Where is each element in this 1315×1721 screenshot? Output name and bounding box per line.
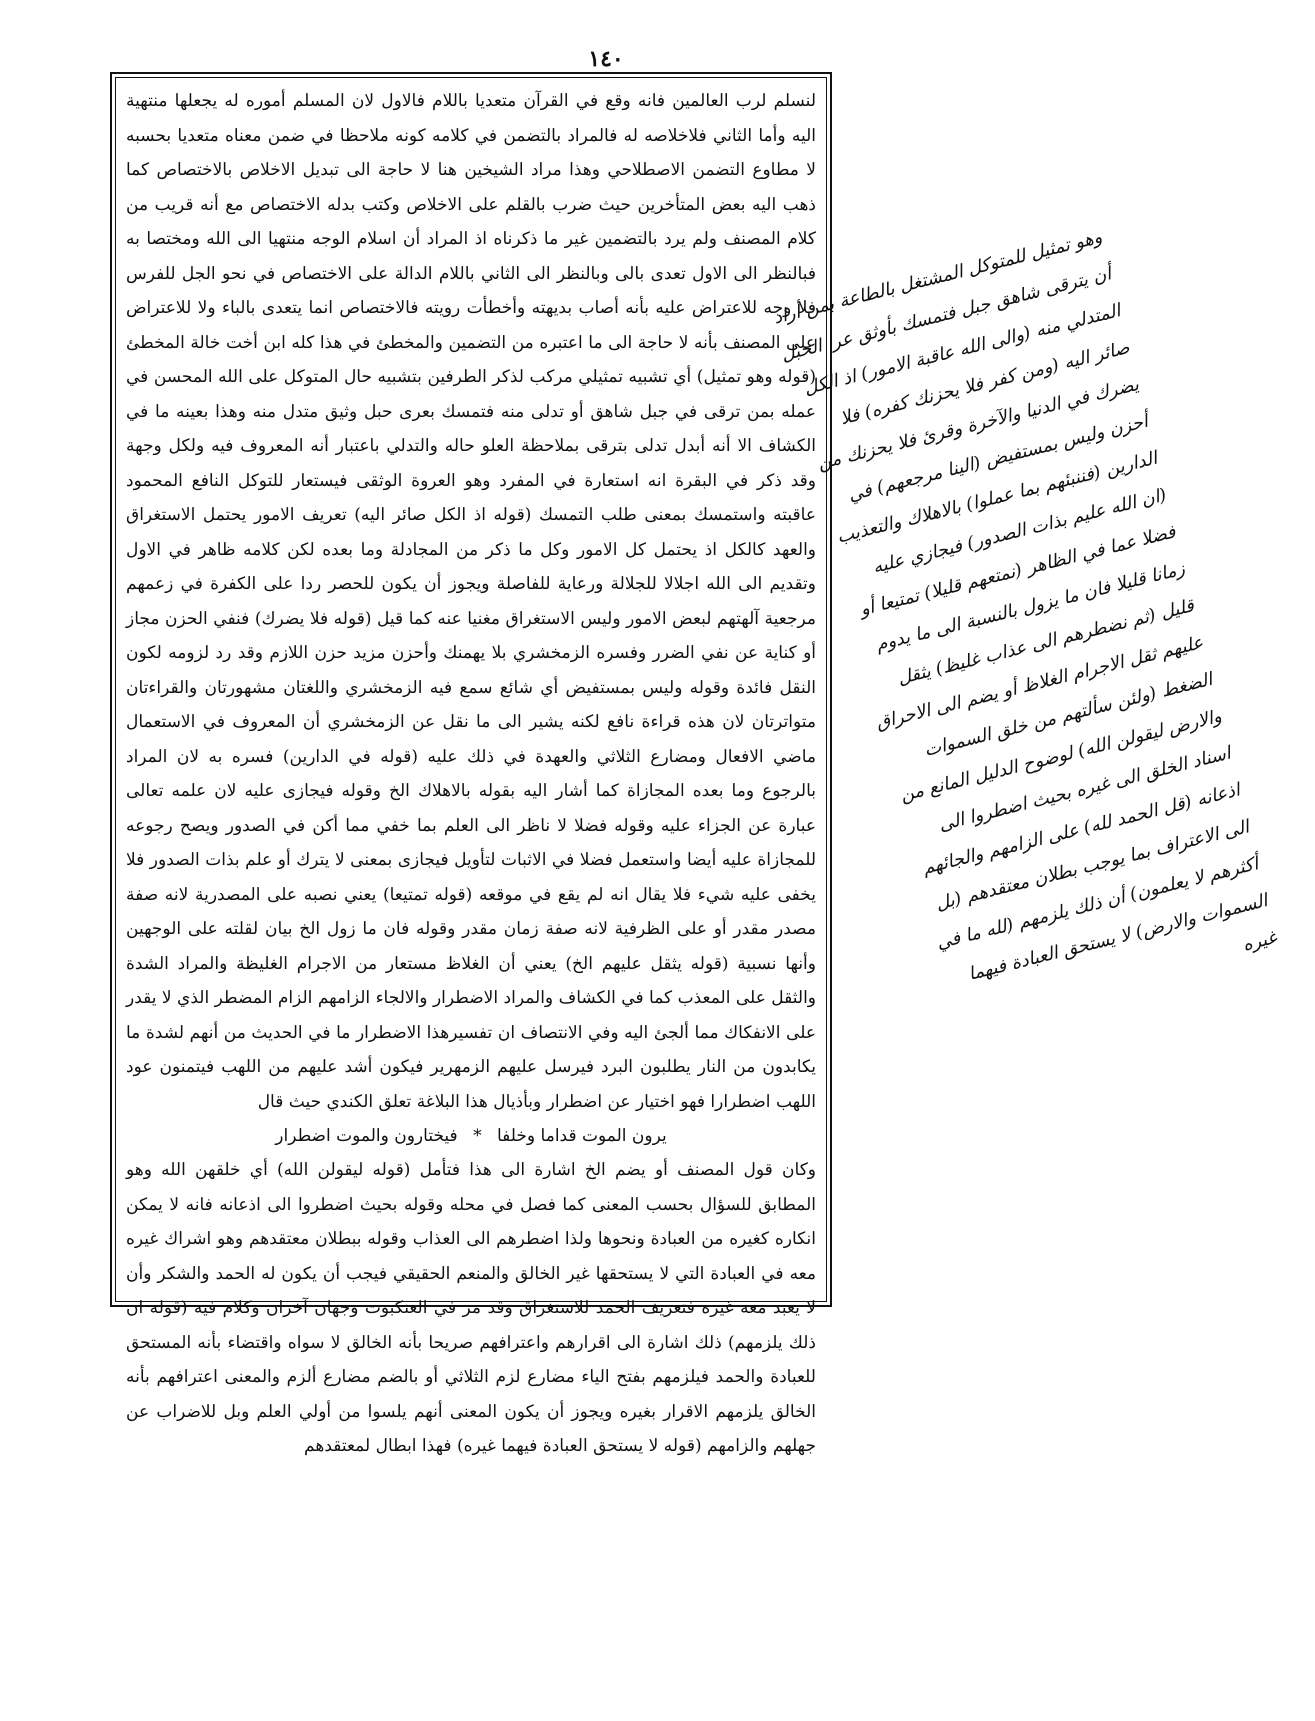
verse-hemistich-left: فيختارون والموت اضطرار: [275, 1126, 458, 1146]
main-paragraph-after-verse: وكان قول المصنف أو يضم الخ اشارة الى هذا فتأمل (قوله ليقولن الله) أي خلقهن الله وهو المطابق للسؤال بحسب المعنى كما فصل في محله وقوله بحيث اضطروا الى اذعانه فانه لا يمكن انكاره كغيره من العبادة ونحوها ولذا اضطرهم الى العذاب وقوله ببطلان معتقدهم وهو اشراك غيره معه في العبادة التي لا يستحقها غير الخالق والمنعم الحقيقي فيجب أن يكون له الحمد والشكر وأن لا يعبد معه غيره فتعريف الحمد للاستغراق وقد مر في العنكبوت وجهان آخران وكلام فيه (قوله ان ذلك يلزمهم) ذلك اشارة الى اقرارهم واعترافهم صريحا بأنه الخالق لا سواه واقتضاء بأنه المستحق للعبادة والحمد فيلزمهم بفتح الياء مضارع لزم الثلاثي أو بالضم مضارع ألزم والمعنى اعترافهم بأنه الخالق يلزمهم الاقرار بغيره ويجوز أن يكون المعنى أنهم يلسوا من أولي العلم وبل للاضراب عن جهلهم والزامهم (قوله لا يستحق العبادة فيهما غيره) فهذا ابطال لمعتقدهم: [126, 1160, 816, 1456]
poetry-verse: [126, 1119, 816, 1153]
page-number: ١٤٠: [588, 46, 624, 72]
handwritten-margin-note: وهو تمثيل للمتوكل المشتغل بالطاعة بمن أراد أن يترقى شاهق جبل فتمسك بأوثق عرا الحبل المتدلي منه (والى الله عاقبة الامور) اذ الكل صائر اليه (ومن كفر فلا يحزنك كفره) فلا يضرك في الدنيا والآخرة وقرئ فلا يحزنك من أحزن وليس بمستفيض (الينا مرجعهم) في الدارين (فننبئهم بما عملوا) بالاهلاك والتعذيب (ان الله عليم بذات الصدور) فيجازي عليه فضلا عما في الظاهر (نمتعهم قليلا) تمتيعا أو زمانا قليلا فان ما يزول بالنسبة الى ما يدوم قليل (ثم نضطرهم الى عذاب غليظ) يثقل عليهم ثقل الاجرام الغلاظ أو يضم الى الاحراق الضغط (ولئن سألتهم من خلق السموات والارض ليقولن الله) لوضوح الدليل المانع من اسناد الخلق الى غيره بحيث اضطروا الى اذعانه (قل الحمد لله) على الزامهم والجائهم الى الاعتراف بما يوجب بطلان معتقدهم (بل أكثرهم لا يعلمون) أن ذلك يلزمهم (لله ما في السموات والارض) لا يستحق العبادة فيهما غيره: [771, 226, 1279, 985]
main-text-frame: [110, 72, 832, 1456]
verse-separator: *: [473, 1126, 482, 1146]
main-text-frame-inner: [115, 77, 827, 1456]
main-paragraph: لنسلم لرب العالمين فانه وقع في القرآن متعديا باللام فالاول لان المسلم أموره له يجعلها منتهية اليه وأما الثاني فلاخلاصه له فالمراد بالتضمن في كلامه كونه ملاحظا في ضمن معناه متعديا بحسبه لا مطاوع التضمن الاصطلاحي وهذا مراد الشيخين هنا لا حاجة الى تبديل الاخلاص بالاختصاص كما ذهب اليه بعض المتأخرين حيث ضرب بالقلم على الاخلاص وكتب بدله الاختصاص مع أنه قريب من كلام المصنف ولم يرد بالتضمين غير ما ذكرناه اذ المراد أن اسلام الوجه منتهيا الى الله ومختصا به فبالنظر الى الاول تعدى بالى وبالنظر الى الثاني باللام الدالة على الاختصاص في نحو الجل للفرس فلا وجه للاعتراض عليه بأنه أصاب بديهته وأخطأت رويته فالاختصاص انما يتعدى بالباء ولا للاعتراض على المصنف بأنه لا حاجة الى ما اعتبره من التضمين والمخطئ في هذا كله ابن أخت خالة المخطئ (قوله وهو تمثيل) أي تشبيه تمثيلي مركب لذكر الطرفين بتشبيه حال المتوكل على الله المحسن في عمله بمن ترقى في جبل شاهق أو تدلى منه فتمسك بعرى حبل وثيق متدل منه وهذا بعينه ما في الكشاف الا أنه أبدل تدلى بترقى بملاحظة العلو حاله والتدلي باعتبار أنه المعروف فيه ولكل وجهة وقد ذكر في البقرة انه استعارة في المفرد وهو العروة الوثقى فيستعار للتوكل النافع المحمود عاقبته واستمسك بمعنى طلب التمسك (قوله اذ الكل صائر اليه) تعريف الامور يحتمل الاستغراق والعهد كالكل اذ يحتمل كل الامور وكل ما ذكر من المجادلة وما بعده لكن كلامه ظاهر في الاول وتقديم الى الله اجلالا للجلالة ورعاية للفاصلة ويجوز أن يكون للحصر ردا على الكفرة في زعمهم مرجعية آلهتهم لبعض الامور وليس الاستغراق مغنيا عنه كما قيل (قوله فلا يضرك) فنفي الحزن مجاز أو كناية عن نفي الضرر وفسره الزمخشري بلا يهمنك وأحزن مزيد حزن اللازم وقد رد لزومه لكون النقل فائدة وقوله وليس بمستفيض أي شائع سمع فيه الزمخشري واللغتان مشهورتان والقراءتان متواترتان لان هذه قراءة نافع لكنه يشير الى ما نقل عن الزمخشري أن المعروف في الاستعمال ماضي الافعال ومضارع الثلاثي والعهدة في ذلك عليه (قوله في الدارين) فسره به لان المراد بالرجوع وما بعده المجازاة كما أشار اليه بقوله بالاهلاك الخ وقوله فيجازى عليه لان علمه تعالى عبارة عن الجزاء عليه وقوله فضلا لا ناظر الى العلم بما خفي مما أكن في الصدور ويصح رجوعه للمجازاة عليه أيضا واستعمل فضلا في الاثبات لتأويل فيجازى بمعنى لا يترك أو علم بذات الصدور فلا يخفى عليه شيء فلا يقال انه لم يقع في موقعه (قوله تمتيعا) يعني نصبه على المصدرية لانه صفة مصدر مقدر أو على الظرفية لانه صفة زمان مقدر وقوله فان ما زول الخ بيان لقلته على الوجهين وأنها نسبية (قوله يثقل عليهم الخ) يعني أن الغلاظ مستعار من الاجرام الغليظة والمراد الشدة والثقل على المعذب كما في الكشاف والمراد الاضطرار والالجاء الزامهم الزام المضطر الذي لا يقدر على الانفكاك مما ألجئ اليه وفي الانتصاف ان تفسيرهذا الاضطرار ما في الحديث من أنهم لشدة ما يكابدون من النار يطلبون البرد فيرسل عليهم الزمهرير فيكون أشد عليهم من اللهب فيتمنون عود اللهب اضطرارا فهو اختيار عن اضطرار وبأذيال هذا البلاغة تعلق الكندي حيث قال: [126, 91, 816, 1112]
verse-hemistich-right: يرون الموت قداما وخلفا: [497, 1126, 667, 1146]
